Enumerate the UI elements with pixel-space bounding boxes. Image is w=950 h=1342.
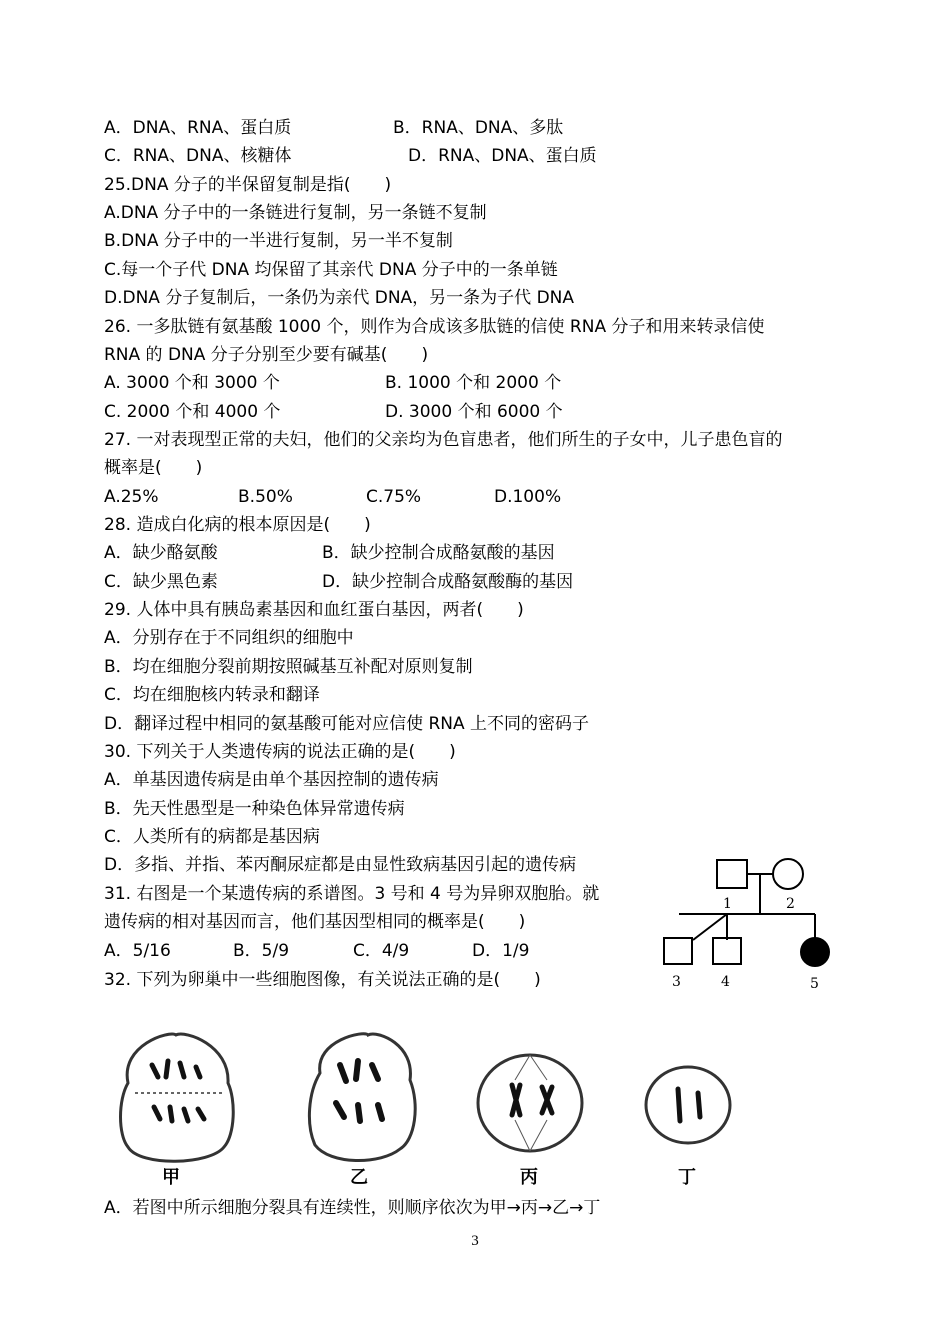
q26-option-d: D. 3000 个和 6000 个	[385, 402, 563, 422]
q31-stem-line2: 遗传病的相对基因而言，他们基因型相同的概率是( )	[104, 912, 526, 932]
q28-option-a: A．缺少酪氨酸	[104, 543, 218, 563]
pedigree-individual-3	[664, 938, 692, 964]
page-number: 3	[471, 1233, 479, 1249]
q32-stem: 32. 下列为卵巢中一些细胞图像，有关说法正确的是( )	[104, 970, 541, 990]
pedigree-label-1: 1	[723, 896, 732, 912]
pedigree-diagram	[655, 852, 840, 997]
q25-stem: 25.DNA 分子的半保留复制是指( )	[104, 175, 392, 195]
pedigree-label-4: 4	[721, 974, 730, 990]
q25-option-b: B.DNA 分子中的一半进行复制，另一半不复制	[104, 231, 453, 251]
q26-stem-line1: 26. 一多肽链有氨基酸 1000 个，则作为合成该多肽链的信使 RNA 分子和用来转录信使	[104, 317, 765, 337]
cell-jia	[121, 1034, 234, 1161]
pedigree-individual-1	[717, 860, 747, 888]
cell-label-ding: 丁	[678, 1167, 696, 1188]
q26-option-a: A. 3000 个和 3000 个	[104, 373, 280, 393]
q29-stem: 29. 人体中具有胰岛素基因和血红蛋白基因，两者( )	[104, 600, 524, 620]
q31-option-d: D．1/9	[472, 941, 530, 961]
q28-option-b: B．缺少控制合成酪氨酸的基因	[322, 543, 555, 563]
pedigree-label-5: 5	[810, 976, 819, 992]
q27-stem-line2: 概率是( )	[104, 458, 203, 478]
q27-option-a: A.25%	[104, 487, 159, 507]
q29-option-d: D．翻译过程中相同的氨基酸可能对应信使 RNA 上不同的密码子	[104, 714, 590, 734]
cell-ding-chromosomes	[678, 1089, 700, 1121]
cell-label-yi: 乙	[350, 1167, 368, 1188]
cell-division-figure	[110, 1025, 750, 1190]
pedigree-twin-line-3	[693, 914, 727, 940]
q26-stem-line2: RNA 的 DNA 分子分别至少要有碱基( )	[104, 345, 429, 365]
cell-jia-chromosomes	[152, 1061, 204, 1121]
pedigree-individual-5-affected	[801, 938, 829, 966]
q29-option-c: C．均在细胞核内转录和翻译	[104, 685, 320, 705]
cell-yi-chromosomes	[336, 1061, 382, 1121]
q30-stem: 30. 下列关于人类遗传病的说法正确的是( )	[104, 742, 456, 762]
cell-label-jia: 甲	[162, 1167, 180, 1188]
q28-option-c: C．缺少黑色素	[104, 572, 218, 592]
q26-option-c: C. 2000 个和 4000 个	[104, 402, 281, 422]
q30-option-c: C．人类所有的病都是基因病	[104, 827, 320, 847]
pedigree-label-3: 3	[672, 974, 681, 990]
pedigree-individual-2	[773, 859, 803, 889]
q27-option-d: D.100%	[494, 487, 562, 507]
cell-bing-chromosomes	[512, 1085, 552, 1115]
cell-label-bing: 丙	[520, 1167, 538, 1188]
q27-option-c: C.75%	[366, 487, 422, 507]
q29-option-a: A．分别存在于不同组织的细胞中	[104, 628, 354, 648]
q24-option-d: D．RNA、DNA、蛋白质	[408, 146, 597, 166]
q30-option-b: B．先天性愚型是一种染色体异常遗传病	[104, 799, 405, 819]
q26-option-b: B. 1000 个和 2000 个	[385, 373, 562, 393]
q28-stem: 28. 造成白化病的根本原因是( )	[104, 515, 371, 535]
q27-stem-line1: 27. 一对表现型正常的夫妇，他们的父亲均为色盲患者，他们所生的子女中，儿子患色盲的	[104, 430, 783, 450]
q27-option-b: B.50%	[238, 487, 293, 507]
q25-option-c: C.每一个子代 DNA 均保留了其亲代 DNA 分子中的一条单链	[104, 260, 558, 280]
q25-option-d: D.DNA 分子复制后，一条仍为亲代 DNA，另一条为子代 DNA	[104, 288, 575, 308]
q24-option-b: B．RNA、DNA、多肽	[393, 118, 564, 138]
q32-option-a: A．若图中所示细胞分裂具有连续性，则顺序依次为甲→丙→乙→丁	[104, 1198, 601, 1218]
q31-option-c: C．4/9	[353, 941, 410, 961]
cell-ding	[646, 1067, 730, 1143]
q30-option-d: D．多指、并指、苯丙酮尿症都是由显性致病基因引起的遗传病	[104, 855, 577, 875]
q25-option-a: A.DNA 分子中的一条链进行复制，另一条链不复制	[104, 203, 487, 223]
cell-yi	[309, 1034, 415, 1161]
pedigree-individual-4	[713, 938, 741, 964]
q31-option-a: A．5/16	[104, 941, 171, 961]
q24-option-c: C．RNA、DNA、核糖体	[104, 146, 292, 166]
q30-option-a: A．单基因遗传病是由单个基因控制的遗传病	[104, 770, 439, 790]
pedigree-label-2: 2	[786, 896, 795, 912]
cell-bing	[478, 1055, 582, 1151]
q28-option-d: D．缺少控制合成酪氨酸酶的基因	[322, 572, 574, 592]
q24-option-a: A．DNA、RNA、蛋白质	[104, 118, 292, 138]
q31-option-b: B．5/9	[233, 941, 290, 961]
q29-option-b: B．均在细胞分裂前期按照碱基互补配对原则复制	[104, 657, 473, 677]
q31-stem-line1: 31. 右图是一个某遗传病的系谱图。3 号和 4 号为异卵双胞胎。就	[104, 884, 600, 904]
